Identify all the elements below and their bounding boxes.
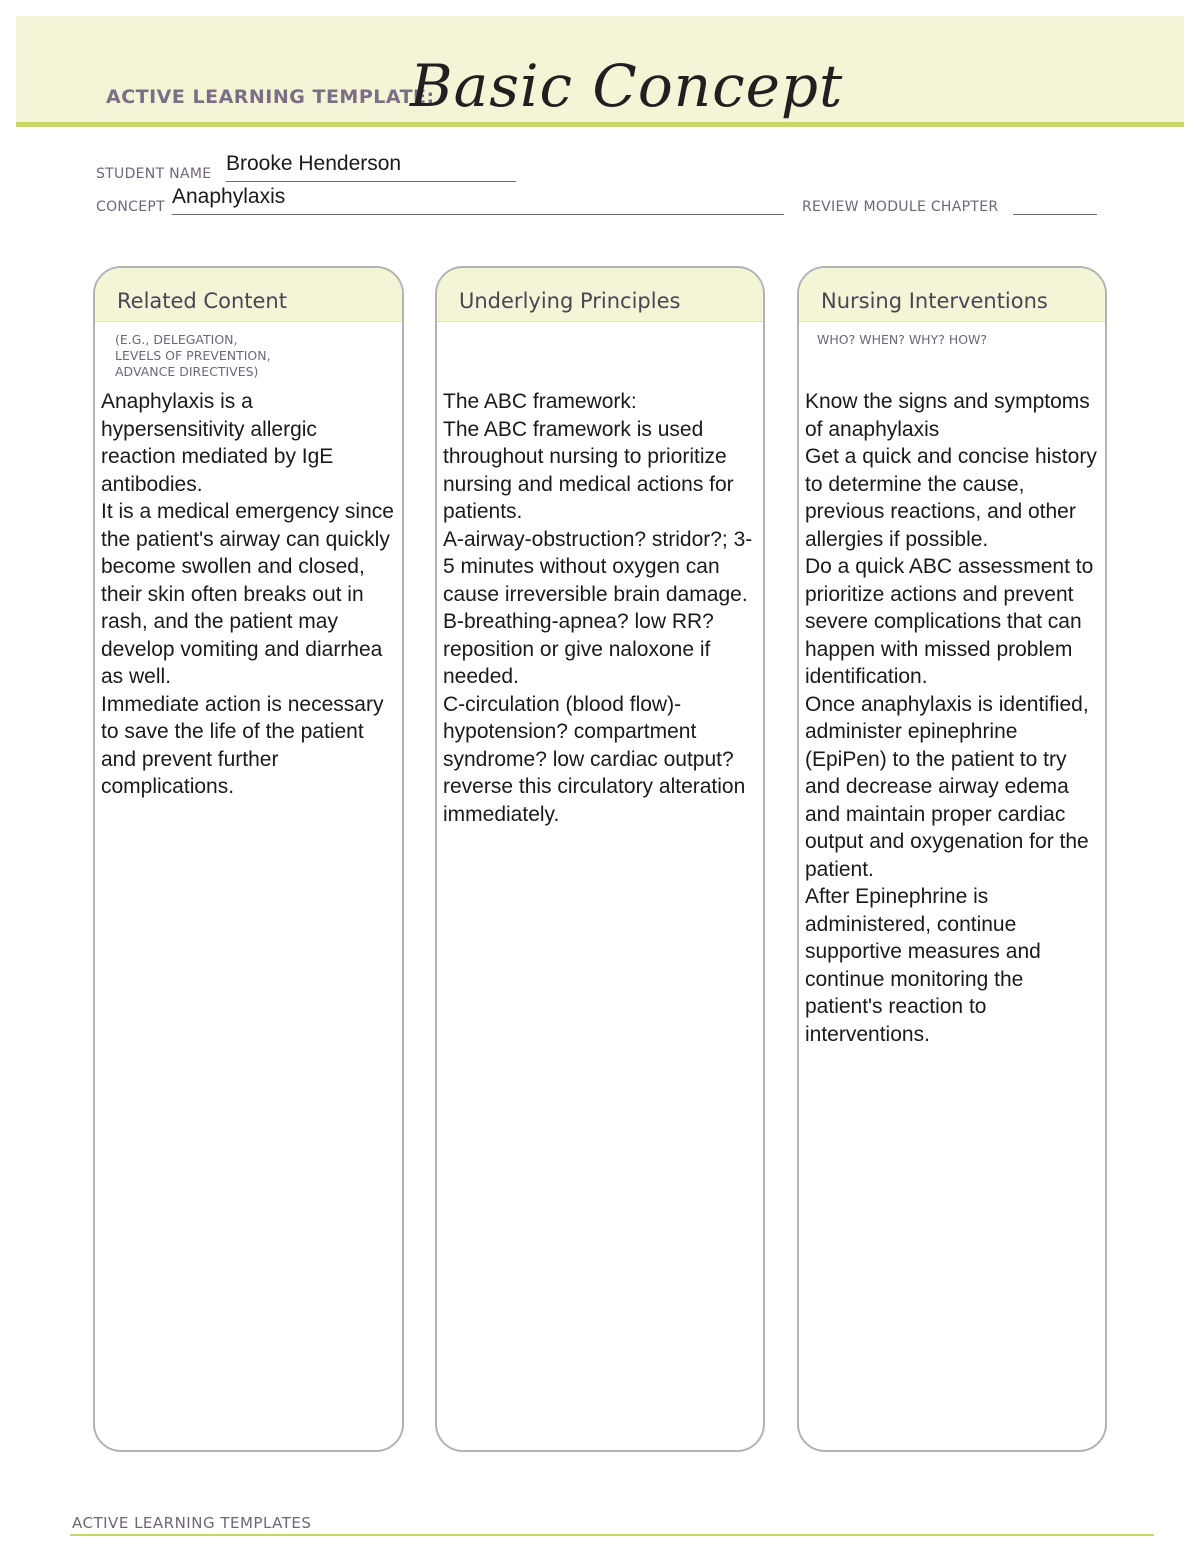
paragraph: A-airway-obstruction? stridor?; 3-5 minutes without oxygen can cause irreversible brain damage. [443,527,753,606]
review-module-label: REVIEW MODULE CHAPTER [802,199,999,215]
related-content-header [95,268,402,322]
footer-divider [70,1534,1154,1536]
paragraph: Get a quick and concise history to determine the cause, previous reactions, and other allergies if possible. [805,445,1097,551]
paragraph: It is a medical emergency since the patient's airway can quickly become swollen and closed, their skin often breaks out in rash, and the patient may develop vomiting and diarrhea as well. [101,500,394,688]
nursing-interventions-box [797,266,1107,1452]
nursing-interventions-title: Nursing Interventions [821,288,1048,313]
paragraph: Do a quick ABC assessment to prioritize actions and prevent severe complications that can happen with missed problem identification. [805,555,1094,688]
paragraph: The ABC framework: [443,390,637,413]
related-content-box [93,266,404,1452]
template-title: Basic Concept [410,52,844,120]
related-content-text[interactable] [101,388,396,801]
related-content-title: Related Content [117,288,287,313]
concept-underline [172,213,784,215]
underlying-principles-text[interactable] [443,388,757,828]
nursing-interventions-subtitle: WHO? WHEN? WHY? HOW? [817,332,988,347]
nursing-interventions-header [799,268,1105,322]
paragraph: Know the signs and symptoms of anaphylaxis [805,390,1090,441]
paragraph: B-breathing-apnea? low RR? reposition or give naloxone if needed. [443,610,714,688]
review-module-field[interactable] [1013,213,1097,215]
paragraph: Anaphylaxis is a hypersensitivity allergic reaction mediated by IgE antibodies. [101,390,334,496]
footer-label: ACTIVE LEARNING TEMPLATES [72,1514,312,1532]
underlying-principles-box [435,266,765,1452]
student-name-label: STUDENT NAME [96,166,212,182]
paragraph: After Epinephrine is administered, continue supportive measures and continue monitoring the patient's reaction to interventions. [805,885,1041,1046]
concept-label: CONCEPT [96,199,165,215]
concept-field[interactable]: Anaphylaxis [172,185,286,208]
paragraph: Once anaphylaxis is identified, administer epinephrine (EpiPen) to the patient to try and decrease airway edema and maintain proper cardiac output and oxygenation for the patient. [805,692,1089,881]
related-content-subtitle: (E.G., DELEGATION, LEVELS OF PREVENTION, ADVANCE DIRECTIVES) [115,332,271,379]
underlying-principles-header [437,268,763,322]
paragraph: C-circulation (blood flow)- hypotension? compartment syndrome? low cardiac output? reverse this circulatory alteration immediately. [443,692,746,826]
paragraph: The ABC framework is used throughout nursing to prioritize nursing and medical actions for patients. [443,417,734,523]
nursing-interventions-text[interactable] [805,388,1099,1048]
paragraph: Immediate action is necessary to save the life of the patient and prevent further complications. [101,692,384,798]
template-label: ACTIVE LEARNING TEMPLATE: [106,86,435,108]
student-name-underline [226,180,516,182]
underlying-principles-title: Underlying Principles [459,288,681,313]
header-divider [16,122,1184,127]
student-name-field[interactable]: Brooke Henderson [226,152,402,175]
